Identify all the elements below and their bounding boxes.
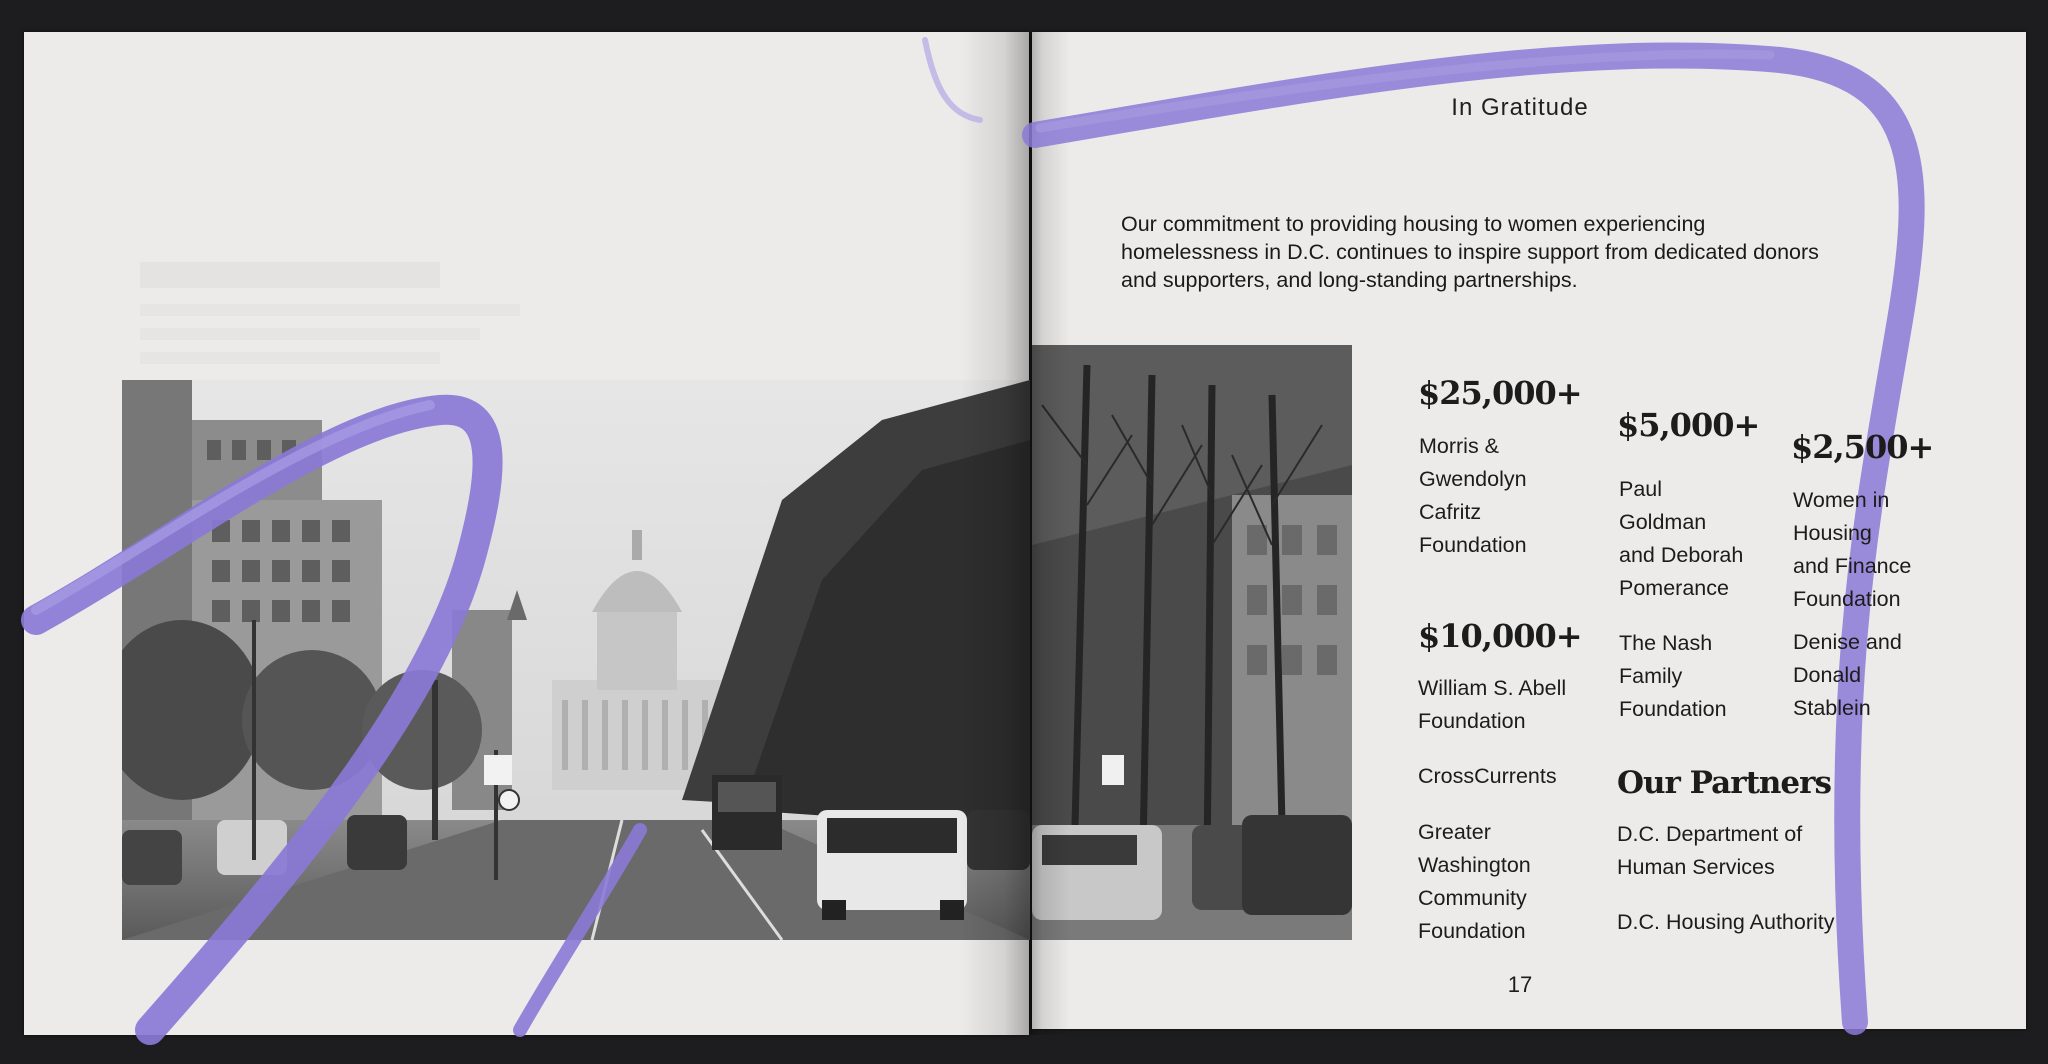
street-trees-photo: [1032, 345, 1352, 940]
donor-line: Gwendolyn: [1419, 467, 1527, 491]
donor-line: Foundation: [1793, 587, 1901, 611]
partner-housing-authority: D.C. Housing Authority: [1617, 910, 1835, 934]
donor-abell: [1418, 672, 1566, 738]
intro-paragraph: Our commitment to providing housing to women experiencing homelessness in D.C. continues to inspire support from dedicated donors and supporters, and long-standing partnerships.: [1121, 212, 1819, 292]
donor-line: Foundation: [1418, 709, 1526, 733]
tier-25000-label: $25,000+: [1418, 374, 1582, 412]
donor-line: and Finance: [1793, 554, 1912, 578]
partner-line: D.C. Department of: [1617, 822, 1803, 846]
donor-greater-washington: [1418, 816, 1531, 948]
tier-10000-label: $10,000+: [1418, 617, 1582, 655]
donor-line: Goldman: [1619, 510, 1707, 534]
donor-cafritz: [1419, 430, 1527, 562]
donor-line: Foundation: [1419, 533, 1527, 557]
donor-line: Washington: [1418, 853, 1531, 877]
donor-line: Paul: [1619, 477, 1663, 501]
tier-5000-label: $5,000+: [1617, 406, 1760, 444]
capitol-street-photo: [122, 380, 1030, 940]
donor-line: Pomerance: [1619, 576, 1729, 600]
donor-line: William S. Abell: [1418, 676, 1567, 700]
donor-line: Foundation: [1619, 697, 1727, 721]
donor-stablein: [1793, 626, 1902, 725]
donor-line: Stablein: [1793, 696, 1871, 720]
donor-line: Community: [1418, 886, 1527, 910]
donor-line: The Nash: [1619, 631, 1713, 655]
partner-line: Human Services: [1617, 855, 1775, 879]
donor-line: Housing: [1793, 521, 1872, 545]
donor-nash-family: [1619, 627, 1727, 726]
donor-line: Greater: [1418, 820, 1491, 844]
donor-line: Foundation: [1418, 919, 1526, 943]
page-heading: In Gratitude: [1451, 94, 1589, 121]
show-through: [140, 262, 620, 364]
donor-line: Women in: [1793, 488, 1890, 512]
donor-crosscurrents: CrossCurrents: [1418, 764, 1557, 788]
donor-line: and Deborah: [1619, 543, 1744, 567]
donor-line: Denise and: [1793, 630, 1902, 654]
donor-line: Family: [1619, 664, 1683, 688]
partner-dhs: [1617, 818, 1802, 884]
donor-line: Donald: [1793, 663, 1862, 687]
page-number: 17: [1507, 972, 1533, 997]
donor-goldman-pomerance: [1619, 473, 1743, 605]
donor-line: Morris &: [1419, 434, 1500, 458]
partners-heading: Our Partners: [1617, 765, 1831, 801]
donor-line: Cafritz: [1419, 500, 1482, 524]
tier-2500-label: $2,500+: [1791, 428, 1934, 466]
donor-women-in-housing: [1793, 484, 1911, 616]
